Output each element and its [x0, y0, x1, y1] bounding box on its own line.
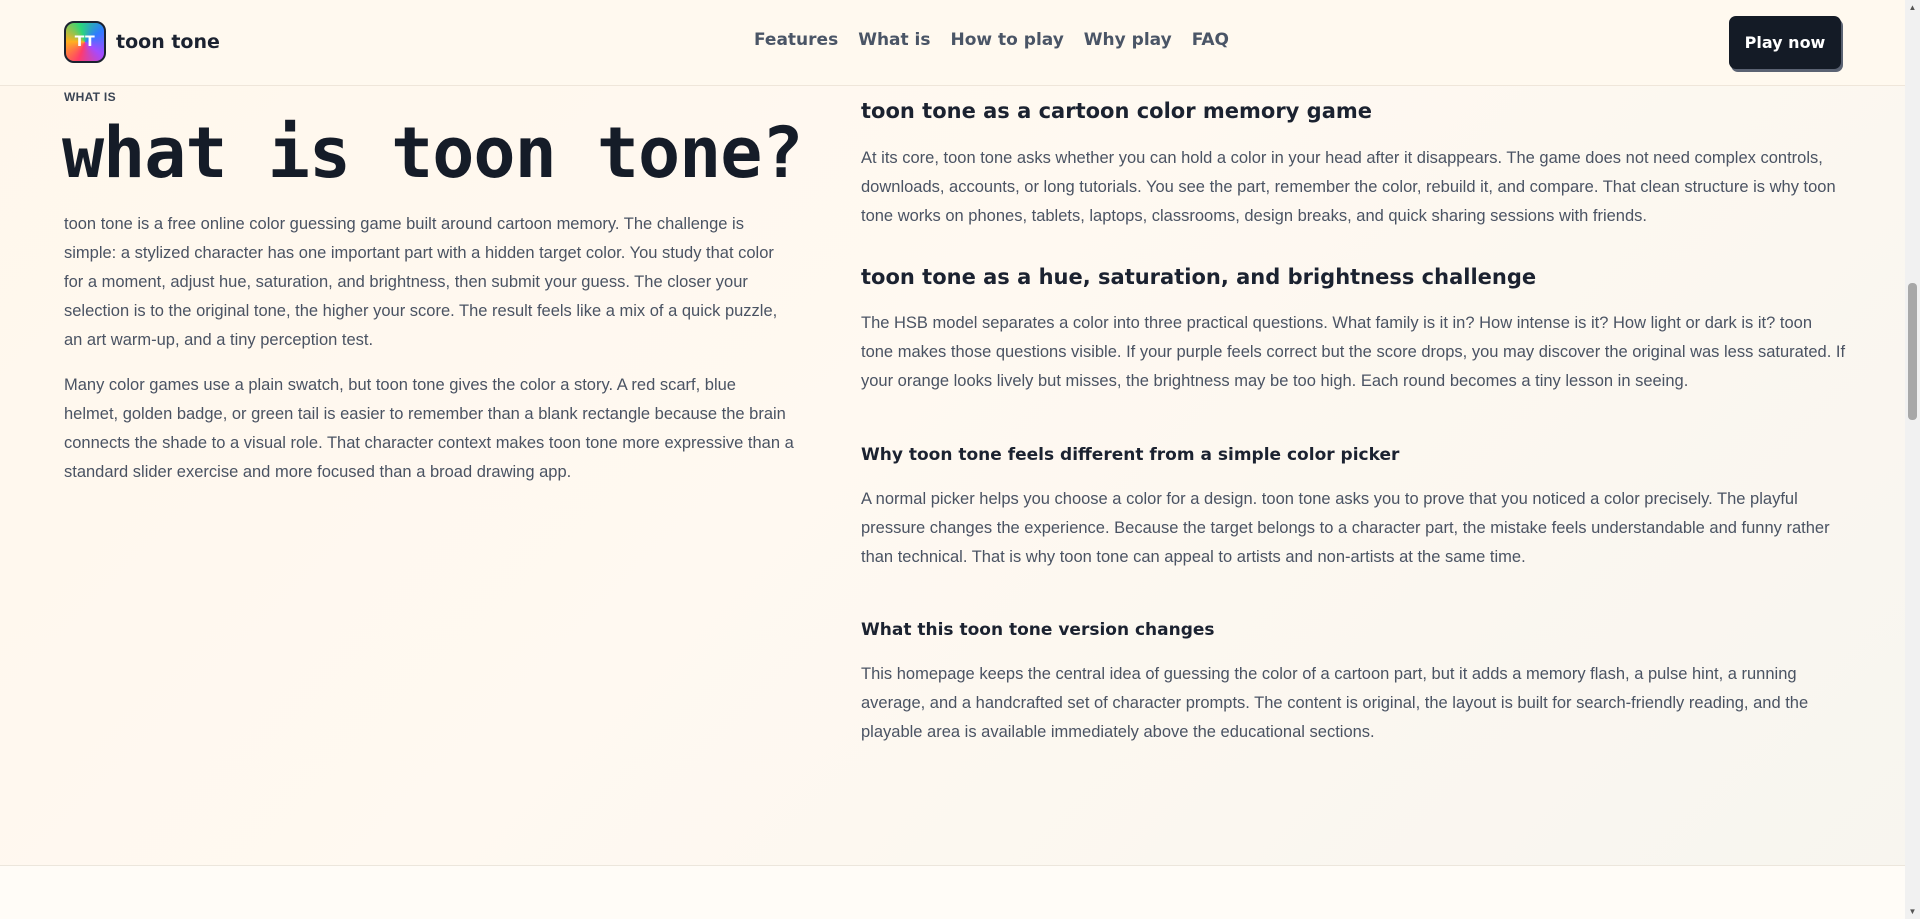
version-changes-text: This homepage keeps the central idea of guessing the color of a cartoon part, but it adds a memory flash, a pulse hint, a running average, and a handcrafted set of character prompts. The content is original, the layout is built for search-friendly reading, and the playable area is available immediately above the educational sections.	[861, 665, 1809, 741]
context-paragraph: Many color games use a plain swatch, but toon tone gives the color a story. A red scarf, blue helmet, golden badge, or green tail is easier to remember than a blank rectangle because the brain connects the shade to a visual role. That character context makes toon tone more expressive than a standard slider exercise and more focused than a broad drawing app.	[64, 376, 794, 481]
memory-game-heading: toon tone as a cartoon color memory game	[861, 99, 1373, 123]
nav-faq[interactable]: FAQ	[1191, 30, 1229, 50]
section-eyebrow: WHAT IS	[64, 90, 116, 104]
page-scrollbar[interactable]	[1905, 0, 1920, 919]
logo[interactable]	[64, 21, 220, 63]
picker-difference-heading: Why toon tone feels different from a simple color picker	[861, 445, 1400, 465]
next-section	[0, 866, 1905, 919]
memory-game-text: At its core, toon tone asks whether you can hold a color in your head after it disappears. The game does not need complex controls, downloads, accounts, or long tutorials. You see the part, remember the color, rebuild it, and compare. That clean structure is why toon tone works on phones, tablets, laptops, classrooms, design breaks, and quick sharing sessions with friends.	[861, 149, 1836, 225]
nav-what-is[interactable]: What is	[858, 30, 931, 50]
brand-name: toon tone	[116, 31, 220, 53]
play-now-button[interactable]: Play now	[1729, 16, 1841, 69]
nav-why-play[interactable]: Why play	[1083, 30, 1172, 50]
intro-paragraph: toon tone is a free online color guessing game built around cartoon memory. The challenge is simple: a stylized character has one important part with a hidden target color. You study that color for a moment, adjust hue, saturation, and brightness, then submit your guess. The closer your selection is to the original tone, the higher your score. The result feels like a mix of a quick puzzle, an art warm-up, and a tiny perception test.	[64, 215, 778, 349]
scrollbar-thumb[interactable]	[1908, 283, 1917, 420]
nav-features[interactable]: Features	[754, 30, 839, 50]
version-changes-heading: What this toon tone version changes	[861, 620, 1215, 640]
scroll-down-icon[interactable]: ▼	[1908, 907, 1917, 916]
hsb-challenge-text: The HSB model separates a color into three practical questions. What family is it in? How intense is it? How light or dark is it? toon tone makes those questions visible. If your purple feels correct but the score drops, you may discover the original was less saturated. If your orange looks lively but misses, the brightness may be too high. Each round becomes a tiny lesson in seeing.	[861, 314, 1846, 390]
section-title: what is toon tone?	[62, 112, 803, 194]
hsb-challenge-heading: toon tone as a hue, saturation, and brightness challenge	[861, 265, 1537, 289]
picker-difference-text: A normal picker helps you choose a color for a design. toon tone asks you to prove that you noticed a color precisely. The playful pressure changes the experience. Because the target belongs to a character part, the mistake feels understandable and funny rather than technical. That is why toon tone can appeal to artists and non-artists at the same time.	[861, 490, 1830, 566]
main-nav	[754, 30, 1229, 50]
nav-how-to-play[interactable]: How to play	[950, 30, 1064, 50]
scroll-up-icon[interactable]: ▲	[1908, 3, 1917, 12]
logo-icon: TT	[64, 21, 106, 63]
site-header	[0, 0, 1905, 86]
